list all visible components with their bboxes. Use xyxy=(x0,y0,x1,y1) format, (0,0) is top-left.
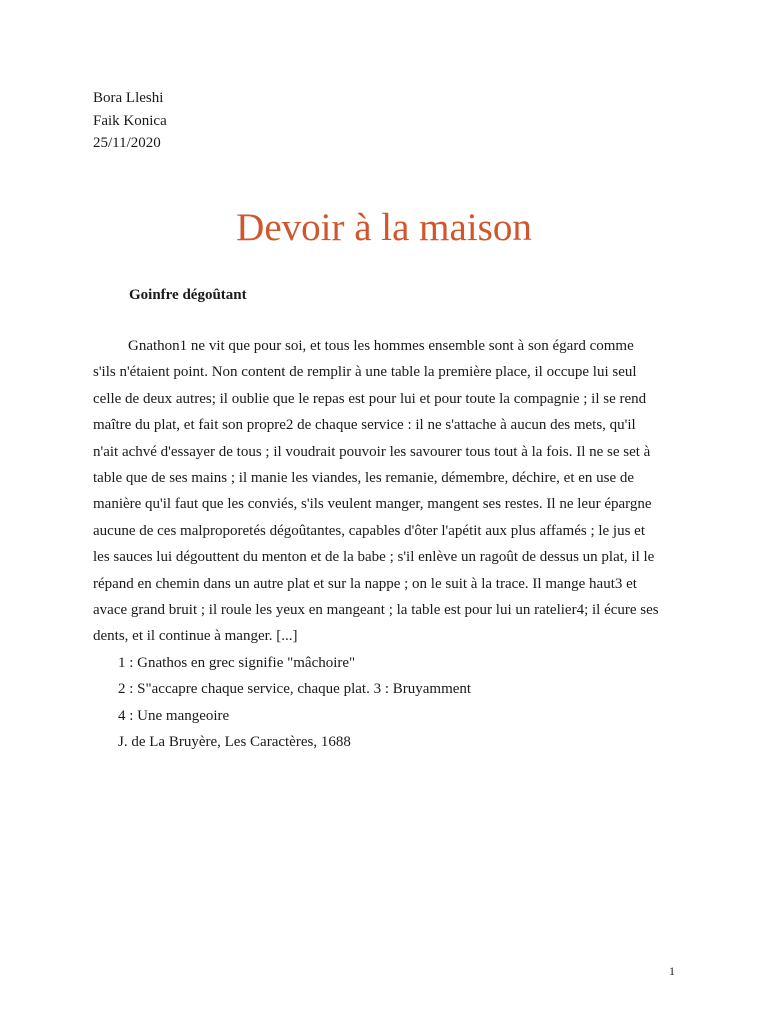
body-text xyxy=(93,333,687,756)
text-line: dents, et il continue à manger. [...] xyxy=(93,628,298,645)
footnote: 4 : Une mangeoire xyxy=(118,707,230,724)
text-line: table que de ses mains ; il manie les viandes, les remanie, démembre, déchire, et en use de xyxy=(93,470,635,487)
footnote: 1 : Gnathos en grec signifie "mâchoire" xyxy=(118,654,356,671)
source-citation: J. de La Bruyère, Les Caractères, 1688 xyxy=(118,734,351,751)
text-line: n'ait achvé d'essayer de tous ; il voudrait pouvoir les savourer tous tout à la fois. Il ne se set à xyxy=(93,443,651,460)
section-heading: Goinfre dégoûtant xyxy=(129,287,247,303)
text-line: aucune de ces malproporetés dégoûtantes, capables d'ôter l'apétit aux plus affamés ; le jus et xyxy=(93,522,646,539)
text-line: Gnathon1 ne vit que pour soi, et tous les hommes ensemble sont à son égard comme xyxy=(128,338,634,354)
page-title: Devoir à la maison xyxy=(236,206,532,249)
author-name: Bora Lleshi xyxy=(93,90,164,106)
text-line: manière qu'il faut que les conviés, s'ils veulent manger, mangent ses restes. Il ne leur épargne xyxy=(93,496,652,513)
text-line: celle de deux autres; il oublie que le repas est pour lui et pour toute la compagnie ; il se rend xyxy=(93,390,647,407)
text-line: répand en chemin dans un autre plat et sur la nappe ; on le suit à la trace. Il mange haut3 et xyxy=(93,575,637,592)
footnote: 2 : S"accapre chaque service, chaque plat. 3 : Bruyamment xyxy=(118,681,472,698)
text-line: les sauces lui dégouttent du menton et de la babe ; s'il enlève un ragoût de dessus un plat, il le xyxy=(93,549,655,566)
text-line: avace grand bruit ; il roule les yeux en mangeant ; la table est pour lui un ratelier4; il écure ses xyxy=(93,602,659,619)
school-name: Faik Konica xyxy=(93,112,167,129)
page-number: 1 xyxy=(669,964,675,978)
document-date: 25/11/2020 xyxy=(93,135,161,151)
text-line: maître du plat, et fait son propre2 de chaque service : il ne s'attache à aucun des mets, qu'il xyxy=(93,417,636,434)
text-line: s'ils n'étaient point. Non content de remplir à une table la première place, il occupe lui seul xyxy=(93,364,637,381)
header-block xyxy=(93,87,167,155)
